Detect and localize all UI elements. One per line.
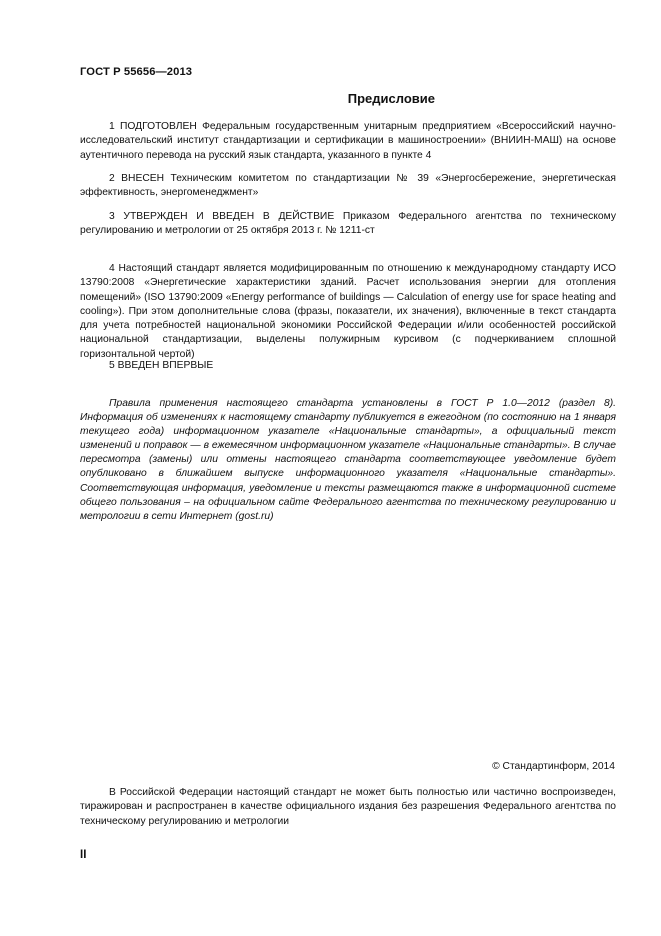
application-rules-note: Правила применения настоящего стандарта установлены в ГОСТ Р 1.0—2012 (раздел 8). Информация об изменениях к настоящему стандарту публикуется в ежегодном (по состоянию на 1 января текущего года) информационном указателе «Национальные стандарты», а официальный текст изменений и поправок — в ежемесячном информационном указателе «Национальные стандарты». В случае пересмотра (замены) или отмены настоящего стандарта соответствующее уведомление будет опубликовано в ближайшем выпуске информационного указателя «Национальные стандарты». Соответствующая информация, уведомление и тексты размещаются также в информационной системе общего пользования – на официальном сайте Федерального агентства по техническому регулированию и метрологии в сети Интернет (gost.ru) bbox=[80, 398, 616, 522]
paragraph-5-first-introduced: 5 ВВЕДЕН ВПЕРВЫЕ bbox=[109, 360, 214, 371]
reproduction-rights-notice: В Российской Федерации настоящий стандарт не может быть полностью или частично воспроизведен, тиражирован и распространен в качестве официального издания без разрешения Федерального агентства по техническому регулированию и метрологии bbox=[80, 787, 616, 827]
paragraph-2-introduced-by: 2 ВНЕСЕН Техническим комитетом по стандартизации № 39 «Энергосбережение, энергетическая эффективность, энергоменеджмент» bbox=[80, 173, 616, 199]
page-number: II bbox=[80, 849, 87, 861]
document-id: ГОСТ Р 55656—2013 bbox=[80, 66, 193, 78]
foreword-heading-row bbox=[80, 91, 615, 106]
paragraph-1-prepared-by: 1 ПОДГОТОВЛЕН Федеральным государственным унитарным предприятием «Всероссийский научно-исследовательский институт стандартизации и сертификации в машиностроении» (ВНИИН-МАШ) на основе аутентичного перевода на русский язык стандарта, указанного в пункте 4 bbox=[80, 121, 616, 161]
copyright-line: © Стандартинформ, 2014 bbox=[492, 761, 615, 772]
paragraph-4-modification-note: 4 Настоящий стандарт является модифицированным по отношению к международному стандарту ИСО 13790:2008 «Энергетические характеристики зданий. Расчет использования энергии для отопления помещений» (ISO 13790:2009 «Energy performance of buildings — Calculation of energy use for space heating and cooling»). При этом дополнительные слова (фразы, показатели, их значения), включенные в текст стандарта для учета потребностей национальной экономики Российской Федерации и/или особенностей российской национальной стандартизации, выделены полужирным курсивом (с подчеркиванием сплошной горизонтальной чертой) bbox=[80, 263, 616, 360]
paragraph-3-approved: 3 УТВЕРЖДЕН И ВВЕДЕН В ДЕЙСТВИЕ Приказом Федерального агентства по техническому регулированию и метрологии от 25 октября 2013 г. № 1211-ст bbox=[80, 211, 616, 237]
foreword-title: Предисловие bbox=[347, 91, 435, 106]
